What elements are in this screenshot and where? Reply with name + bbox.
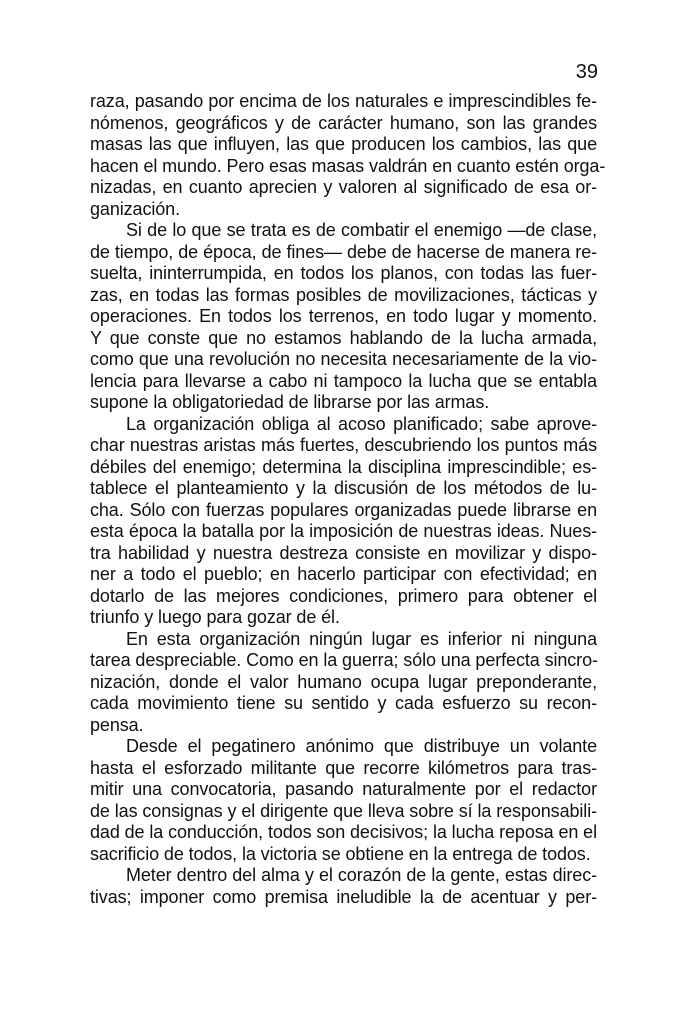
text-line: nizadas, en cuanto aprecien y valoren al significado de esa or- <box>90 177 597 197</box>
text-line: char nuestras aristas más fuertes, descubriendo los puntos más <box>90 435 597 455</box>
text-line: como que una revolución no necesita necesariamente de la vio- <box>90 349 597 369</box>
text-line: tarea despreciable. Como en la guerra; sólo una perfecta sincro- <box>90 650 598 670</box>
text-line: zas, en todas las formas posibles de movilizaciones, tácticas y <box>90 284 597 305</box>
text-line: Meter dentro del alma y el corazón de la gente, estas direc- <box>126 865 597 885</box>
text-line: ganización. <box>90 198 180 219</box>
text-line: En esta organización ningún lugar es inferior ni ninguna <box>126 628 597 649</box>
text-line: hacen el mundo. Pero esas masas valdrán en cuanto estén orga- <box>90 155 606 176</box>
text-line: supone la obligatoriedad de librarse por las armas. <box>90 392 490 412</box>
text-line: de las consignas y el dirigente que lleva sobre sí la responsabili- <box>90 800 597 821</box>
text-line: La organización obliga al acoso planificado; sabe aprove- <box>126 413 597 434</box>
text-line: cha. Sólo con fuerzas populares organizadas puede librarse en <box>90 499 597 520</box>
text-line: hasta el esforzado militante que recorre kilómetros para tras- <box>90 757 597 778</box>
text-line: mitir una convocatoria, pasando naturalmente por el redactor <box>90 779 597 799</box>
text-line: lencia para llevarse a cabo ni tampoco la lucha que se entabla <box>90 370 597 391</box>
body-text <box>90 91 606 908</box>
text-line: tablece el planteamiento y la discusión de los métodos de lu- <box>90 478 597 498</box>
text-line: suelta, ininterrumpida, en todos los planos, con todas las fuer- <box>90 263 597 283</box>
text-line: raza, pasando por encima de los naturales e imprescindibles fe- <box>90 91 597 111</box>
text-line: dad de la conducción, todos son decisivos; la lucha reposa en el <box>90 822 597 842</box>
text-line: de tiempo, de época, de fines— debe de hacerse de manera re- <box>90 241 597 262</box>
text-line: esta época la batalla por la imposición de nuestras ideas. Nues- <box>90 521 597 541</box>
text-line: tivas; imponer como premisa ineludible la de acentuar y per- <box>90 886 597 907</box>
text-line: nómenos, geográficos y de carácter humano, son las grandes <box>90 112 597 133</box>
text-line: Y que conste que no estamos hablando de la lucha armada, <box>90 327 597 348</box>
text-line: sacrificio de todos, la victoria se obtiene en la entrega de todos. <box>90 843 591 864</box>
text-line: operaciones. En todos los terrenos, en todo lugar y momento. <box>90 306 597 326</box>
text-line: masas las que influyen, las que producen los cambios, las que <box>90 134 597 154</box>
text-line: nización, donde el valor humano ocupa lugar preponderante, <box>90 671 597 692</box>
text-line: triunfo y luego para gozar de él. <box>90 607 340 627</box>
text-line: cada movimiento tiene su sentido y cada esfuerzo su recon- <box>90 693 597 713</box>
text-line: débiles del enemigo; determina la disciplina imprescindible; es- <box>90 456 597 477</box>
text-line: tra habilidad y nuestra destreza consiste en movilizar y dispo- <box>90 542 597 563</box>
text-line: Desde el pegatinero anónimo que distribuye un volante <box>126 736 597 756</box>
page-number: 39 <box>575 61 598 83</box>
text-line: ner a todo el pueblo; en hacerlo participar con efectividad; en <box>90 564 597 584</box>
text-line: pensa. <box>90 714 144 735</box>
text-line: dotarlo de las mejores condiciones, primero para obtener el <box>90 585 597 606</box>
text-line: Si de lo que se trata es de combatir el enemigo —de clase, <box>126 220 597 240</box>
